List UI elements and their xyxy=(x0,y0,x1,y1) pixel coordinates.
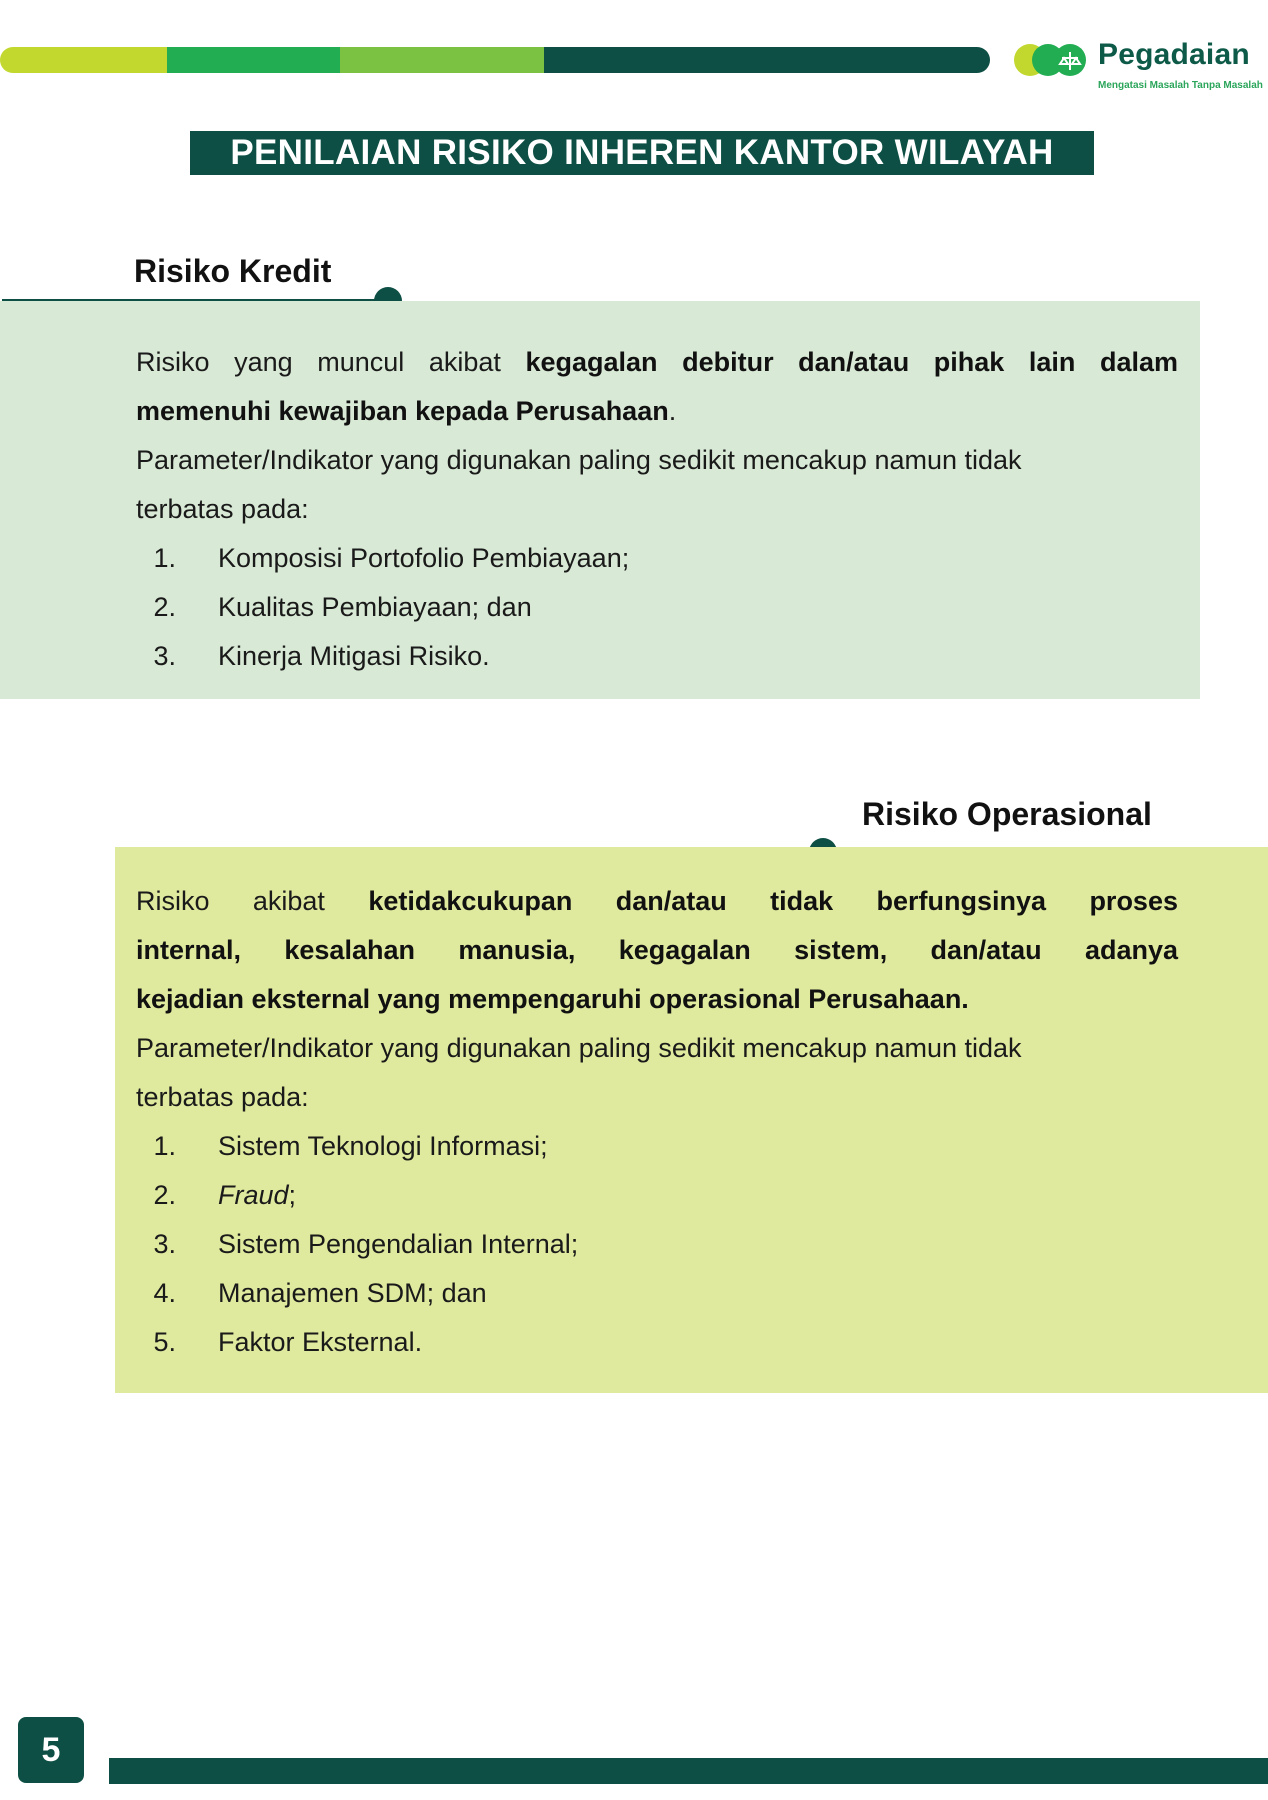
operasional-intro-line3 xyxy=(136,975,1178,1024)
operasional-intro-line2 xyxy=(136,926,1178,975)
list-text: Kinerja Mitigasi Risiko. xyxy=(218,641,490,671)
list-text xyxy=(218,1171,296,1220)
list-text: Sistem Pengendalian Internal; xyxy=(218,1229,579,1259)
section-heading-kredit: Risiko Kredit xyxy=(134,253,332,289)
kredit-intro-post: . xyxy=(668,396,677,426)
operasional-list-item xyxy=(136,1171,1136,1220)
header-bar-dark-green xyxy=(544,47,990,73)
kredit-panel xyxy=(0,301,1200,699)
list-number: 3. xyxy=(153,641,176,671)
kredit-intro-line2 xyxy=(136,387,1178,436)
kredit-intro-bold1: kegagalan debitur dan/atau pihak lain dalam xyxy=(525,347,1178,377)
header-bar-light-green xyxy=(340,47,545,73)
list-number: 5. xyxy=(153,1327,176,1357)
kredit-intro-bold2: memenuhi kewajiban kepada Perusahaan xyxy=(136,396,669,426)
operasional-param-line1: Parameter/Indikator yang digunakan paling sedikit mencakup namun tidak xyxy=(136,1033,1022,1063)
header-bar-lime xyxy=(0,47,168,73)
section-heading-operasional: Risiko Operasional xyxy=(862,796,1152,832)
list-text-italic: Fraud xyxy=(218,1180,289,1210)
list-number: 3. xyxy=(153,1229,176,1259)
list-number: 1. xyxy=(153,543,176,573)
header-bar-green xyxy=(167,47,341,73)
kredit-param-line1: Parameter/Indikator yang digunakan paling sedikit mencakup namun tidak xyxy=(136,445,1022,475)
pegadaian-logo-icon xyxy=(1012,42,1090,78)
list-text: Kualitas Pembiayaan; dan xyxy=(218,592,532,622)
list-text: Manajemen SDM; dan xyxy=(218,1278,487,1308)
page-number: 5 xyxy=(18,1717,84,1783)
list-number: 2. xyxy=(153,592,176,622)
list-text: Komposisi Portofolio Pembiayaan; xyxy=(218,543,630,573)
operasional-intro-bold2: internal, kesalahan manusia, kegagalan sistem, dan/atau adanya xyxy=(136,935,1178,965)
operasional-list-item xyxy=(136,1269,1136,1318)
list-number: 2. xyxy=(153,1180,176,1210)
kredit-param-line2: terbatas pada: xyxy=(136,494,309,524)
brand-name: Pegadaian xyxy=(1098,38,1250,71)
pegadaian-logo xyxy=(1012,38,1263,98)
list-text: Faktor Eksternal. xyxy=(218,1327,423,1357)
list-text: Sistem Teknologi Informasi; xyxy=(218,1131,548,1161)
list-number: 1. xyxy=(153,1131,176,1161)
operasional-list-item xyxy=(136,1122,1136,1171)
list-number: 4. xyxy=(153,1278,176,1308)
operasional-intro-line1 xyxy=(136,877,1178,926)
operasional-panel xyxy=(115,847,1268,1393)
brand-tagline: Mengatasi Masalah Tanpa Masalah xyxy=(1098,80,1263,91)
kredit-list-item xyxy=(136,632,1136,681)
footer-bar xyxy=(109,1758,1268,1784)
operasional-list-item xyxy=(136,1220,1136,1269)
kredit-intro-line1 xyxy=(136,338,1178,387)
kredit-list-item xyxy=(136,583,1136,632)
list-text-post: ; xyxy=(288,1180,297,1210)
operasional-list-item xyxy=(136,1318,1136,1367)
kredit-list-item xyxy=(136,534,1136,583)
kredit-intro-pre: Risiko yang muncul akibat xyxy=(136,347,526,377)
operasional-intro-bold1: ketidakcukupan dan/atau tidak berfungsinya proses xyxy=(368,886,1178,916)
operasional-param-line2: terbatas pada: xyxy=(136,1082,309,1112)
header-color-bar xyxy=(0,47,990,73)
operasional-intro-pre: Risiko akibat xyxy=(136,886,369,916)
operasional-intro-bold3: kejadian eksternal yang mempengaruhi operasional Perusahaan. xyxy=(136,984,969,1014)
page-title: PENILAIAN RISIKO INHEREN KANTOR WILAYAH xyxy=(190,131,1094,175)
